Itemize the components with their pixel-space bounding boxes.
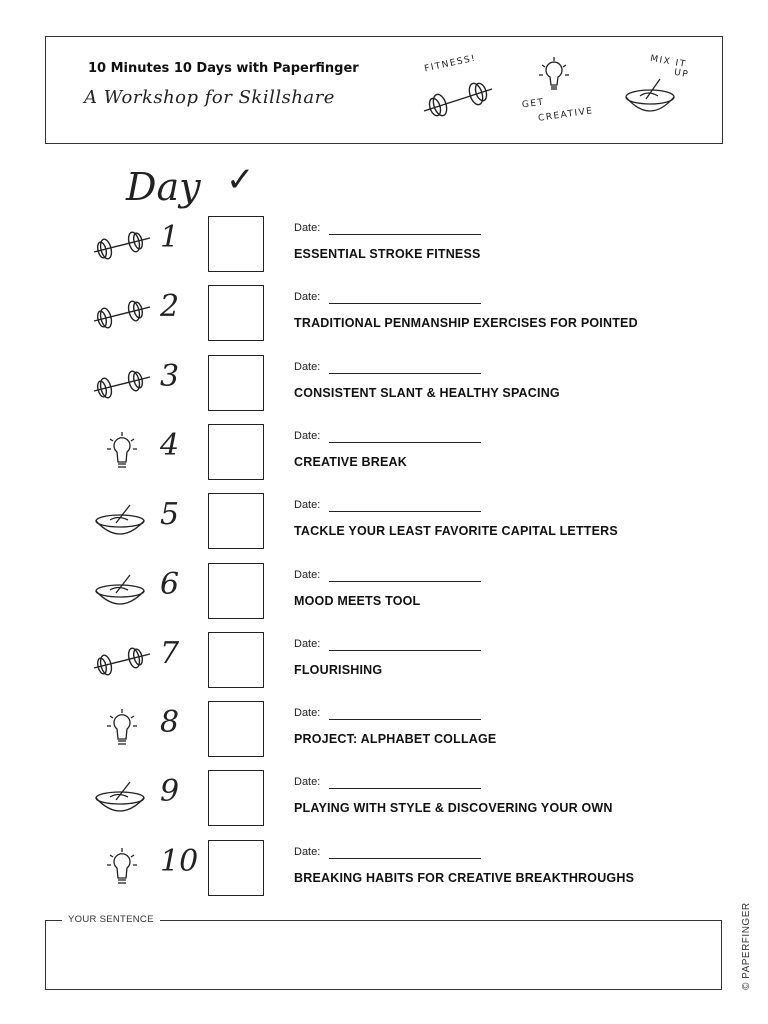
workshop-subtitle: A Workshop for Skillshare [84, 87, 335, 108]
lesson-title: PROJECT: ALPHABET COLLAGE [294, 732, 497, 746]
lesson-title: PLAYING WITH STYLE & DISCOVERING YOUR OWN [294, 801, 613, 815]
day-row [0, 840, 768, 902]
day-number: 2 [160, 289, 180, 324]
date-field[interactable] [329, 858, 481, 859]
fitness-label: FITNESS! [423, 53, 478, 75]
date-field[interactable] [329, 234, 481, 235]
day-checkbox[interactable] [208, 216, 264, 272]
day-number: 5 [160, 497, 180, 532]
lightbulb-icon [92, 846, 152, 890]
day-row [0, 493, 768, 555]
day-row [0, 770, 768, 832]
day-checkbox[interactable] [208, 355, 264, 411]
day-number: 4 [160, 428, 180, 463]
day-checkbox[interactable] [208, 770, 264, 826]
date-label: Date: [294, 776, 321, 788]
date-label: Date: [294, 569, 321, 581]
mixing-bowl-icon [92, 776, 152, 820]
day-number: 6 [160, 567, 180, 602]
mixing-bowl-icon [92, 499, 152, 543]
creative-label-line1: GET [521, 97, 546, 111]
creative-legend [516, 55, 626, 127]
day-column-heading: Day [126, 165, 201, 209]
barbell-icon [92, 291, 152, 335]
date-label: Date: [294, 361, 321, 373]
checkmark-heading: ✓ [226, 160, 255, 200]
day-row [0, 355, 768, 417]
lesson-title: ESSENTIAL STROKE FITNESS [294, 247, 481, 261]
workshop-title: 10 Minutes 10 Days with Paperfinger [88, 61, 359, 76]
day-row [0, 632, 768, 694]
date-field[interactable] [329, 442, 481, 443]
day-number: 8 [160, 705, 180, 740]
day-checkbox[interactable] [208, 701, 264, 757]
barbell-icon [418, 55, 528, 127]
mix-label-line2: UP [673, 67, 690, 81]
day-checkbox[interactable] [208, 424, 264, 480]
day-checkbox[interactable] [208, 285, 264, 341]
mixing-bowl-icon [618, 55, 728, 127]
date-field[interactable] [329, 373, 481, 374]
day-row [0, 424, 768, 486]
day-row [0, 701, 768, 763]
day-checkbox[interactable] [208, 493, 264, 549]
workshop-header [45, 36, 723, 144]
creative-label-line2: CREATIVE [537, 106, 595, 124]
mix-label-line1: MIX IT [649, 53, 688, 71]
barbell-icon [92, 222, 152, 266]
fitness-legend [418, 55, 528, 127]
lesson-title: MOOD MEETS TOOL [294, 594, 421, 608]
your-sentence-box[interactable] [45, 914, 722, 990]
day-number: 1 [160, 220, 180, 255]
date-field[interactable] [329, 788, 481, 789]
day-row [0, 216, 768, 278]
lesson-title: FLOURISHING [294, 663, 383, 677]
date-label: Date: [294, 846, 321, 858]
day-number: 9 [160, 774, 180, 809]
date-label: Date: [294, 499, 321, 511]
lesson-title: TACKLE YOUR LEAST FAVORITE CAPITAL LETTERS [294, 524, 618, 538]
day-row [0, 563, 768, 625]
mix-legend [618, 55, 728, 127]
lesson-title: CONSISTENT SLANT & HEALTHY SPACING [294, 386, 560, 400]
barbell-icon [92, 638, 152, 682]
mixing-bowl-icon [92, 569, 152, 613]
day-checkbox[interactable] [208, 632, 264, 688]
your-sentence-label: YOUR SENTENCE [62, 914, 160, 925]
date-field[interactable] [329, 303, 481, 304]
lightbulb-icon [92, 707, 152, 751]
date-field[interactable] [329, 511, 481, 512]
date-label: Date: [294, 291, 321, 303]
date-label: Date: [294, 707, 321, 719]
lightbulb-icon [92, 430, 152, 474]
day-number: 7 [160, 636, 180, 671]
date-field[interactable] [329, 650, 481, 651]
date-field[interactable] [329, 581, 481, 582]
day-checkbox[interactable] [208, 840, 264, 896]
day-number: 3 [160, 359, 180, 394]
lesson-title: BREAKING HABITS FOR CREATIVE BREAKTHROUGHS [294, 871, 635, 885]
date-label: Date: [294, 430, 321, 442]
day-row [0, 285, 768, 347]
day-number: 10 [160, 844, 199, 879]
copyright-notice: © PAPERFINGER [741, 902, 752, 990]
date-label: Date: [294, 638, 321, 650]
lesson-title: TRADITIONAL PENMANSHIP EXERCISES FOR POINTED [294, 316, 638, 330]
lesson-title: CREATIVE BREAK [294, 455, 407, 469]
day-checkbox[interactable] [208, 563, 264, 619]
date-label: Date: [294, 222, 321, 234]
date-field[interactable] [329, 719, 481, 720]
barbell-icon [92, 361, 152, 405]
